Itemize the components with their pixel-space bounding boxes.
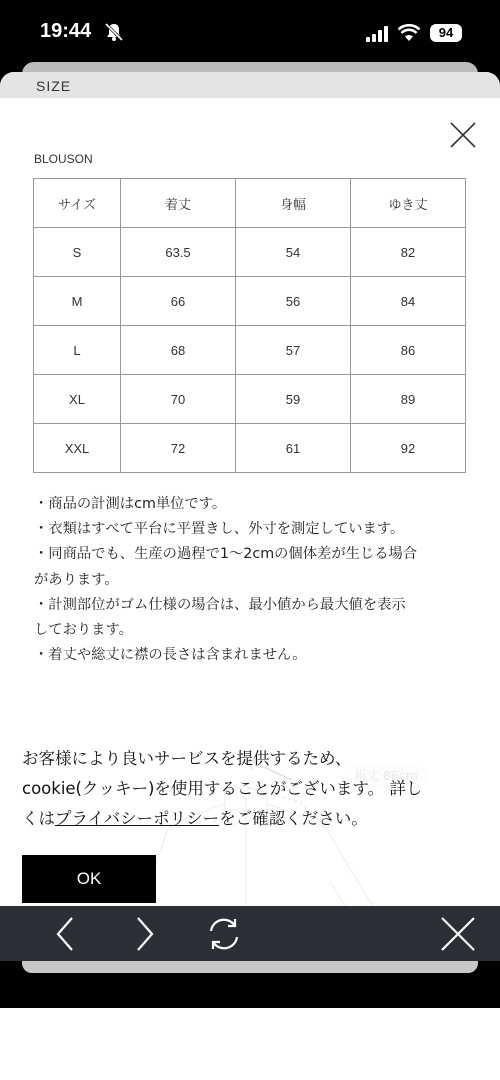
column-header: 身幅: [236, 179, 351, 228]
table-cell: 66: [121, 277, 236, 326]
column-header: ゆき丈: [351, 179, 466, 228]
table-header-row: [34, 179, 466, 228]
ok-button[interactable]: OK: [22, 855, 156, 903]
measurement-notes: [34, 492, 474, 668]
sheet-header: [0, 72, 500, 98]
sheet-header-label: SIZE: [36, 78, 72, 94]
table-cell: 89: [351, 375, 466, 424]
note-line: ・同商品でも、生産の過程で1〜2cmの個体差が生じる場合: [34, 546, 418, 563]
cookie-line: [22, 804, 482, 834]
privacy-policy-link[interactable]: プライバシーポリシー: [55, 809, 220, 828]
table-row: [34, 375, 466, 424]
battery-badge: 94: [430, 24, 462, 42]
table-cell: 63.5: [121, 228, 236, 277]
status-time: 19:44: [40, 20, 92, 42]
cookie-line-prefix: くは: [22, 809, 55, 828]
column-header: 着丈: [121, 179, 236, 228]
bottom-strip: [0, 961, 500, 1008]
note-line: しております。: [34, 622, 133, 639]
cookie-line: お客様により良いサービスを提供するため、: [22, 749, 352, 768]
size-table: [33, 178, 466, 473]
close-icon[interactable]: [448, 120, 478, 150]
table-cell: S: [34, 228, 121, 277]
cookie-line: cookie(クッキー)を使用することがございます。 詳し: [22, 779, 423, 798]
table-cell: 54: [236, 228, 351, 277]
table-cell: 86: [351, 326, 466, 375]
table-cell: 68: [121, 326, 236, 375]
table-cell: 92: [351, 424, 466, 473]
note-line: ・商品の計測はcm単位です。: [34, 496, 227, 512]
table-cell: 57: [236, 326, 351, 375]
section-title: BLOUSON: [34, 152, 93, 166]
table-cell: 84: [351, 277, 466, 326]
wifi-icon: [398, 24, 420, 42]
refresh-icon[interactable]: [204, 914, 244, 954]
bell-slash-icon: [104, 22, 124, 42]
chevron-left-icon[interactable]: [46, 914, 86, 954]
table-cell: M: [34, 277, 121, 326]
signal-icon: [366, 26, 390, 42]
table-row: [34, 424, 466, 473]
table-row: [34, 228, 466, 277]
table-cell: 70: [121, 375, 236, 424]
table-cell: 61: [236, 424, 351, 473]
cookie-line-suffix: をご確認ください。: [219, 809, 368, 828]
home-indicator: [22, 961, 478, 973]
table-cell: XXL: [34, 424, 121, 473]
table-row: [34, 277, 466, 326]
cookie-banner: [0, 720, 500, 906]
chevron-right-icon[interactable]: [124, 914, 164, 954]
status-bar: [0, 0, 500, 60]
column-header: サイズ: [34, 179, 121, 228]
table-cell: L: [34, 326, 121, 375]
table-cell: 59: [236, 375, 351, 424]
table-cell: 72: [121, 424, 236, 473]
note-line: ・計測部位がゴム仕様の場合は、最小値から最大値を表示: [34, 596, 406, 613]
table-cell: 82: [351, 228, 466, 277]
close-icon[interactable]: [438, 914, 478, 954]
table-row: [34, 326, 466, 375]
table-cell: XL: [34, 375, 121, 424]
browser-toolbar: [0, 906, 500, 961]
note-line: があります。: [34, 571, 119, 588]
table-cell: 56: [236, 277, 351, 326]
cookie-message: [22, 744, 482, 834]
note-line: ・衣類はすべて平台に平置きし、外寸を測定しています。: [34, 521, 405, 538]
note-line: ・着丈や総丈に襟の長さは含まれません。: [34, 647, 307, 664]
